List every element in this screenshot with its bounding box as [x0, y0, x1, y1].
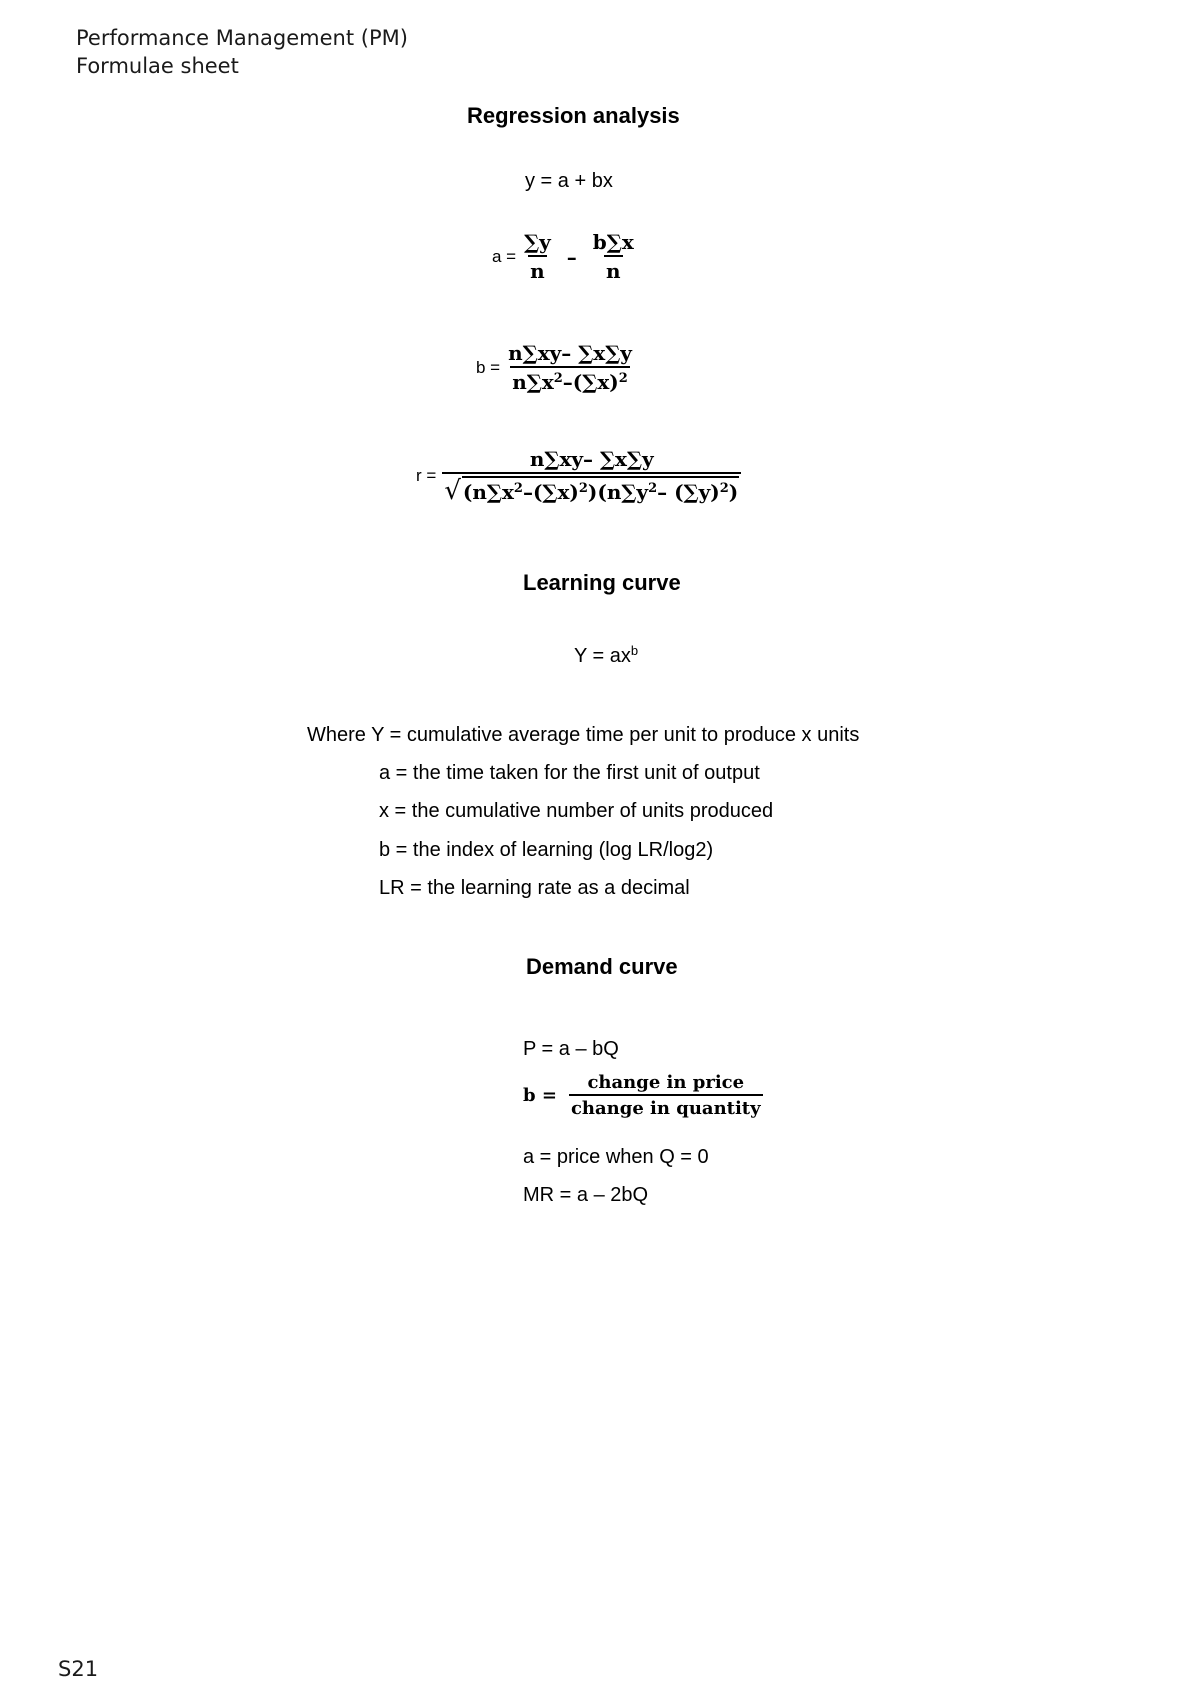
doc-title: Performance Management (PM)	[76, 26, 408, 50]
formula-demand-b-fraction	[569, 1072, 763, 1119]
radical-icon: √	[444, 476, 461, 506]
learning-definition: Where Y = cumulative average time per unit to produce x units	[307, 724, 860, 746]
formula-r-label: r =	[416, 465, 437, 485]
demand-intercept-definition: a = price when Q = 0	[523, 1146, 709, 1168]
page-code: S21	[58, 1657, 99, 1681]
formula-a-label: a =	[492, 246, 517, 266]
learning-definition: x = the cumulative number of units produced	[379, 800, 774, 822]
formula-b-numerator: n∑xy– ∑x∑y	[508, 341, 632, 365]
formula-a-denominator-2: n	[604, 255, 623, 283]
learning-title: Learning curve	[523, 570, 681, 595]
learning-definition: a = the time taken for the first unit of output	[379, 762, 760, 784]
formula-r	[416, 447, 741, 504]
formula-a	[492, 230, 636, 283]
formula-demand-b	[523, 1072, 763, 1119]
formula-b-label: b =	[476, 357, 501, 377]
formula-demand-b-label: b =	[523, 1085, 557, 1106]
formula-r-fraction	[442, 447, 741, 504]
formula-demand-b-denominator: change in quantity	[569, 1094, 763, 1119]
regression-title: Regression analysis	[467, 103, 680, 128]
formula-demand-b-numerator: change in price	[587, 1072, 745, 1093]
demand-title: Demand curve	[526, 954, 678, 979]
marginal-revenue-equation: MR = a – 2bQ	[523, 1184, 649, 1206]
square-root	[444, 476, 739, 504]
formula-a-fraction-2	[591, 230, 636, 283]
formula-b	[476, 341, 634, 394]
formula-a-denominator-1: n	[528, 255, 547, 283]
regression-equation: y = a + bx	[525, 170, 613, 192]
learning-definition: LR = the learning rate as a decimal	[379, 877, 690, 899]
formula-b-denominator: $n\sum x^2-(\sum x)^2$	[510, 366, 630, 394]
formula-r-denominator	[442, 472, 741, 504]
radicand: $(n\sum x^2-(\sum x)^2)(n\sum y^2-$ $(\sum y)^2$)	[462, 476, 739, 504]
formula-a-fraction-1	[522, 230, 553, 283]
formula-r-numerator: n∑xy– ∑x∑y	[529, 447, 654, 471]
doc-subtitle: Formulae sheet	[76, 54, 239, 78]
demand-price-equation: P = a – bQ	[523, 1038, 619, 1060]
formula-a-numerator-1: ∑y	[524, 230, 551, 254]
formula-a-numerator-2: b∑x	[592, 230, 634, 254]
formula-b-fraction	[506, 341, 634, 394]
learning-equation: $Y = ax^b$	[574, 642, 639, 667]
formula-a-minus: –	[566, 244, 577, 269]
learning-definition: b = the index of learning (log LR/log2)	[379, 839, 714, 861]
